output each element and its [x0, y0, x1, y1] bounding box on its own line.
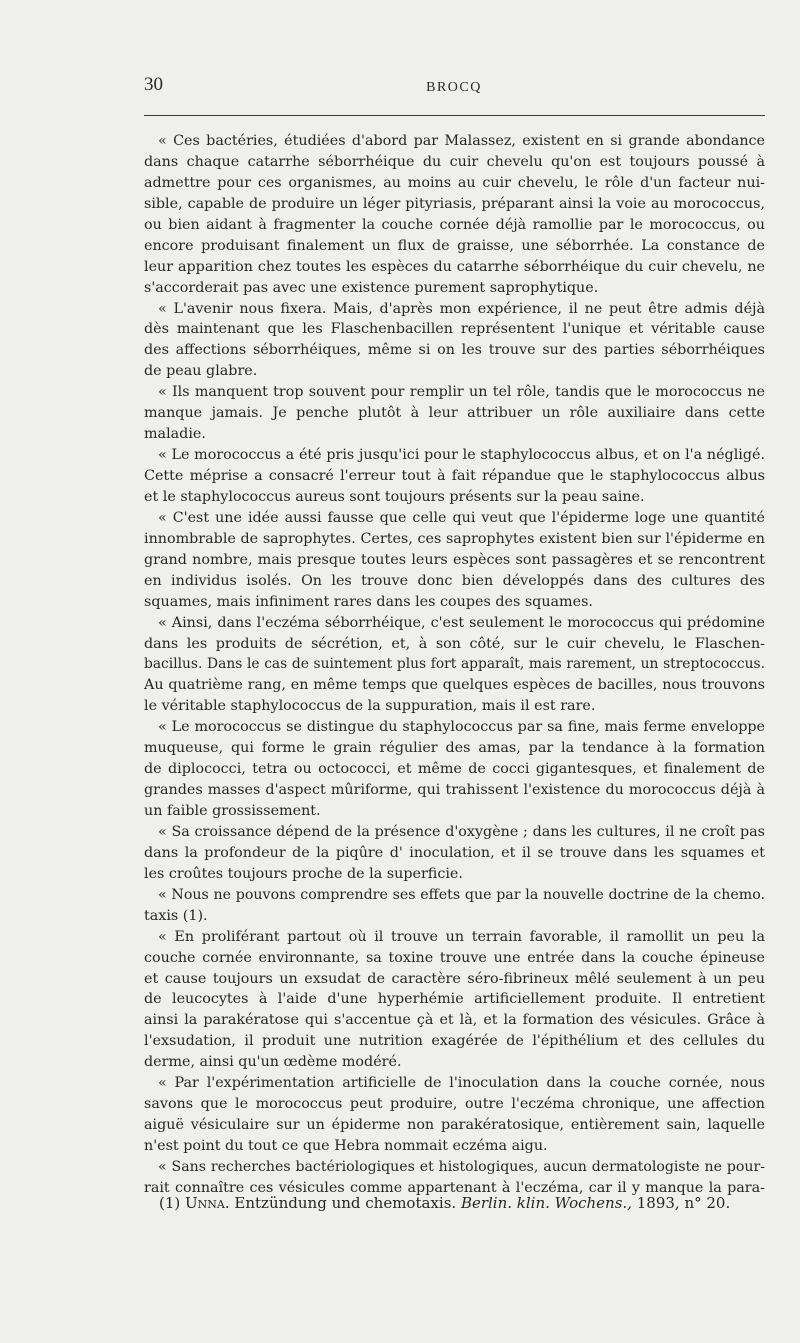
page-number: 30 — [144, 74, 163, 95]
text-line: les croûtes toujours proche de la superficie. — [144, 865, 463, 882]
text-line: « Par l'expérimentation artificielle de l'inoculation dans la couche cornée, nous — [158, 1075, 765, 1092]
text-line: en individus isolés. On les trouve donc bien développés dans des cultures des — [144, 572, 765, 589]
text-line: dans chaque catarrhe séborrhéique du cuir chevelu qu'on est toujours poussé à — [144, 153, 765, 170]
footnote — [159, 1194, 765, 1212]
text-line: l'exsudation, il produit une nutrition exagérée de l'épithélium et des cellules du — [144, 1033, 765, 1050]
text-line: « Le morococcus se distingue du staphylococcus par sa fine, mais ferme enveloppe — [158, 719, 765, 736]
text-line: ou bien aidant à fragmenter la couche cornée déjà ramollie par le morococcus, ou — [144, 216, 765, 233]
text-line: « Ils manquent trop souvent pour remplir un tel rôle, tandis que le morococcus ne — [158, 384, 765, 401]
text-line: de diplococci, tetra ou octococci, et même de cocci gigantesques, et finalement de — [144, 761, 765, 778]
text-line: des affections séborrhéiques, même si on les trouve sur des parties séborrhéiques — [144, 342, 765, 359]
text-line: savons que le morococcus peut produire, outre l'eczéma chronique, une affection — [144, 1096, 765, 1113]
text-line: un faible grossissement. — [144, 803, 321, 819]
running-head: BROCQ — [426, 80, 482, 95]
text-line: manque jamais. Je penche plutôt à leur attribuer un rôle auxiliaire dans cette — [144, 405, 765, 422]
footnote-reference: 1893, n° 20. — [636, 1194, 731, 1212]
text-line: et cause toujours un exsudat de caractère séro-fibrineux mêlé seulement à un peu — [144, 970, 765, 987]
body-text — [144, 131, 765, 1199]
text-line: ainsi la parakératose qui s'accentue çà et là, et la formation des vésicules. Grâce à — [144, 1012, 765, 1029]
footnote-title: Entzündung und chemotaxis. — [234, 1194, 457, 1212]
text-line: dans les produits de sécrétion, et, à son côté, sur le cuir chevelu, le Flaschen- — [144, 635, 765, 652]
text-line: taxis (1). — [144, 907, 208, 924]
text-line: « En proliférant partout où il trouve un terrain favorable, il ramollit un peu la — [158, 928, 765, 945]
text-line: « Le morococcus a été pris jusqu'ici pour le staphylococcus albus, et on l'a négligé. — [158, 447, 765, 464]
text-line: encore produisant finalement un flux de graisse, une séborrhée. La constance de — [144, 237, 765, 254]
text-line: « Ainsi, dans l'eczéma séborrhéique, c'est seulement le morococcus qui prédomine — [158, 614, 765, 631]
text-line: maladie. — [144, 426, 206, 443]
text-line: « Sans recherches bactériologiques et histologiques, aucun dermatologiste ne pour- — [158, 1158, 765, 1175]
page-header — [144, 74, 764, 104]
header-rule — [144, 115, 765, 116]
text-line: grandes masses d'aspect mûriforme, qui trahissent l'existence du morococcus déjà à — [144, 782, 765, 799]
text-line: « L'avenir nous fixera. Mais, d'après mon expérience, il ne peut être admis déjà — [158, 300, 765, 317]
text-line: de peau glabre. — [144, 363, 258, 380]
text-line: n'est point du tout ce que Hebra nommait eczéma aigu. — [144, 1138, 548, 1154]
text-line: dès maintenant que les Flaschenbacillen représentent l'unique et véritable cause — [144, 321, 765, 338]
text-line: rait connaître ces vésicules comme appartenant à l'eczéma, car il y manque la para- — [144, 1179, 765, 1196]
text-line: couche cornée environnante, sa toxine trouve une entrée dans la couche épineuse — [144, 949, 765, 966]
text-line: admettre pour ces organismes, au moins au cuir chevelu, le rôle d'un facteur nui- — [144, 174, 765, 191]
text-line: innombrable de saprophytes. Certes, ces saprophytes existent bien sur l'épiderme en — [144, 530, 765, 547]
text-line: « C'est une idée aussi fausse que celle qui veut que l'épiderme loge une quantité — [158, 509, 765, 526]
text-line: le véritable staphylococcus de la suppuration, mais il est rare. — [144, 698, 596, 715]
text-line: de leucocytes à l'aide d'une hyperhémie artificiellement produite. Il entretient — [144, 991, 765, 1008]
footnote-journal: Berlin. klin. Wochens., — [460, 1194, 632, 1212]
text-line: s'accorderait pas avec une existence purement saprophytique. — [144, 279, 599, 296]
footnote-marker: (1) — [159, 1194, 181, 1212]
text-line: dans la profondeur de la piqûre d' inoculation, et il se trouve dans les squames et — [144, 844, 765, 861]
text-line: squames, mais infiniment rares dans les coupes des squames. — [144, 593, 593, 610]
text-line: « Nous ne pouvons comprendre ses effets que par la nouvelle doctrine de la chemo. — [158, 886, 765, 903]
text-line: leur apparition chez toutes les espèces du catarrhe séborrhéique du cuir chevelu, ne — [144, 258, 765, 275]
text-line: muqueuse, qui forme le grain régulier des amas, par la tendance à la formation — [144, 740, 765, 757]
text-line: bacillus. Dans le cas de suintement plus fort apparaît, mais rarement, un streptococcus. — [144, 656, 765, 673]
text-line: derme, ainsi qu'un œdème modéré. — [144, 1054, 402, 1071]
text-line: « Sa croissance dépend de la présence d'oxygène ; dans les cultures, il ne croît pas — [158, 823, 765, 840]
text-line: Cette méprise a consacré l'erreur tout à fait répandue que le staphylococcus albus — [144, 468, 765, 484]
text-line: grand nombre, mais presque toutes leurs espèces sont passagères et se rencontrent — [144, 551, 765, 568]
footnote-author: Unna. — [185, 1194, 230, 1212]
text-line: « Ces bactéries, étudiées d'abord par Malassez, existent en si grande abondance — [158, 133, 765, 149]
text-line: sible, capable de produire un léger pityriasis, préparant ainsi la voie au morococcus, — [144, 195, 765, 212]
text-line: aiguë vésiculaire sur un épiderme non parakératosique, entièrement sain, laquelle — [144, 1117, 765, 1134]
text-line: et le staphylococcus aureus sont toujours présents sur la peau saine. — [144, 488, 645, 505]
text-line: Au quatrième rang, en même temps que quelques espèces de bacilles, nous trouvons — [144, 677, 765, 694]
